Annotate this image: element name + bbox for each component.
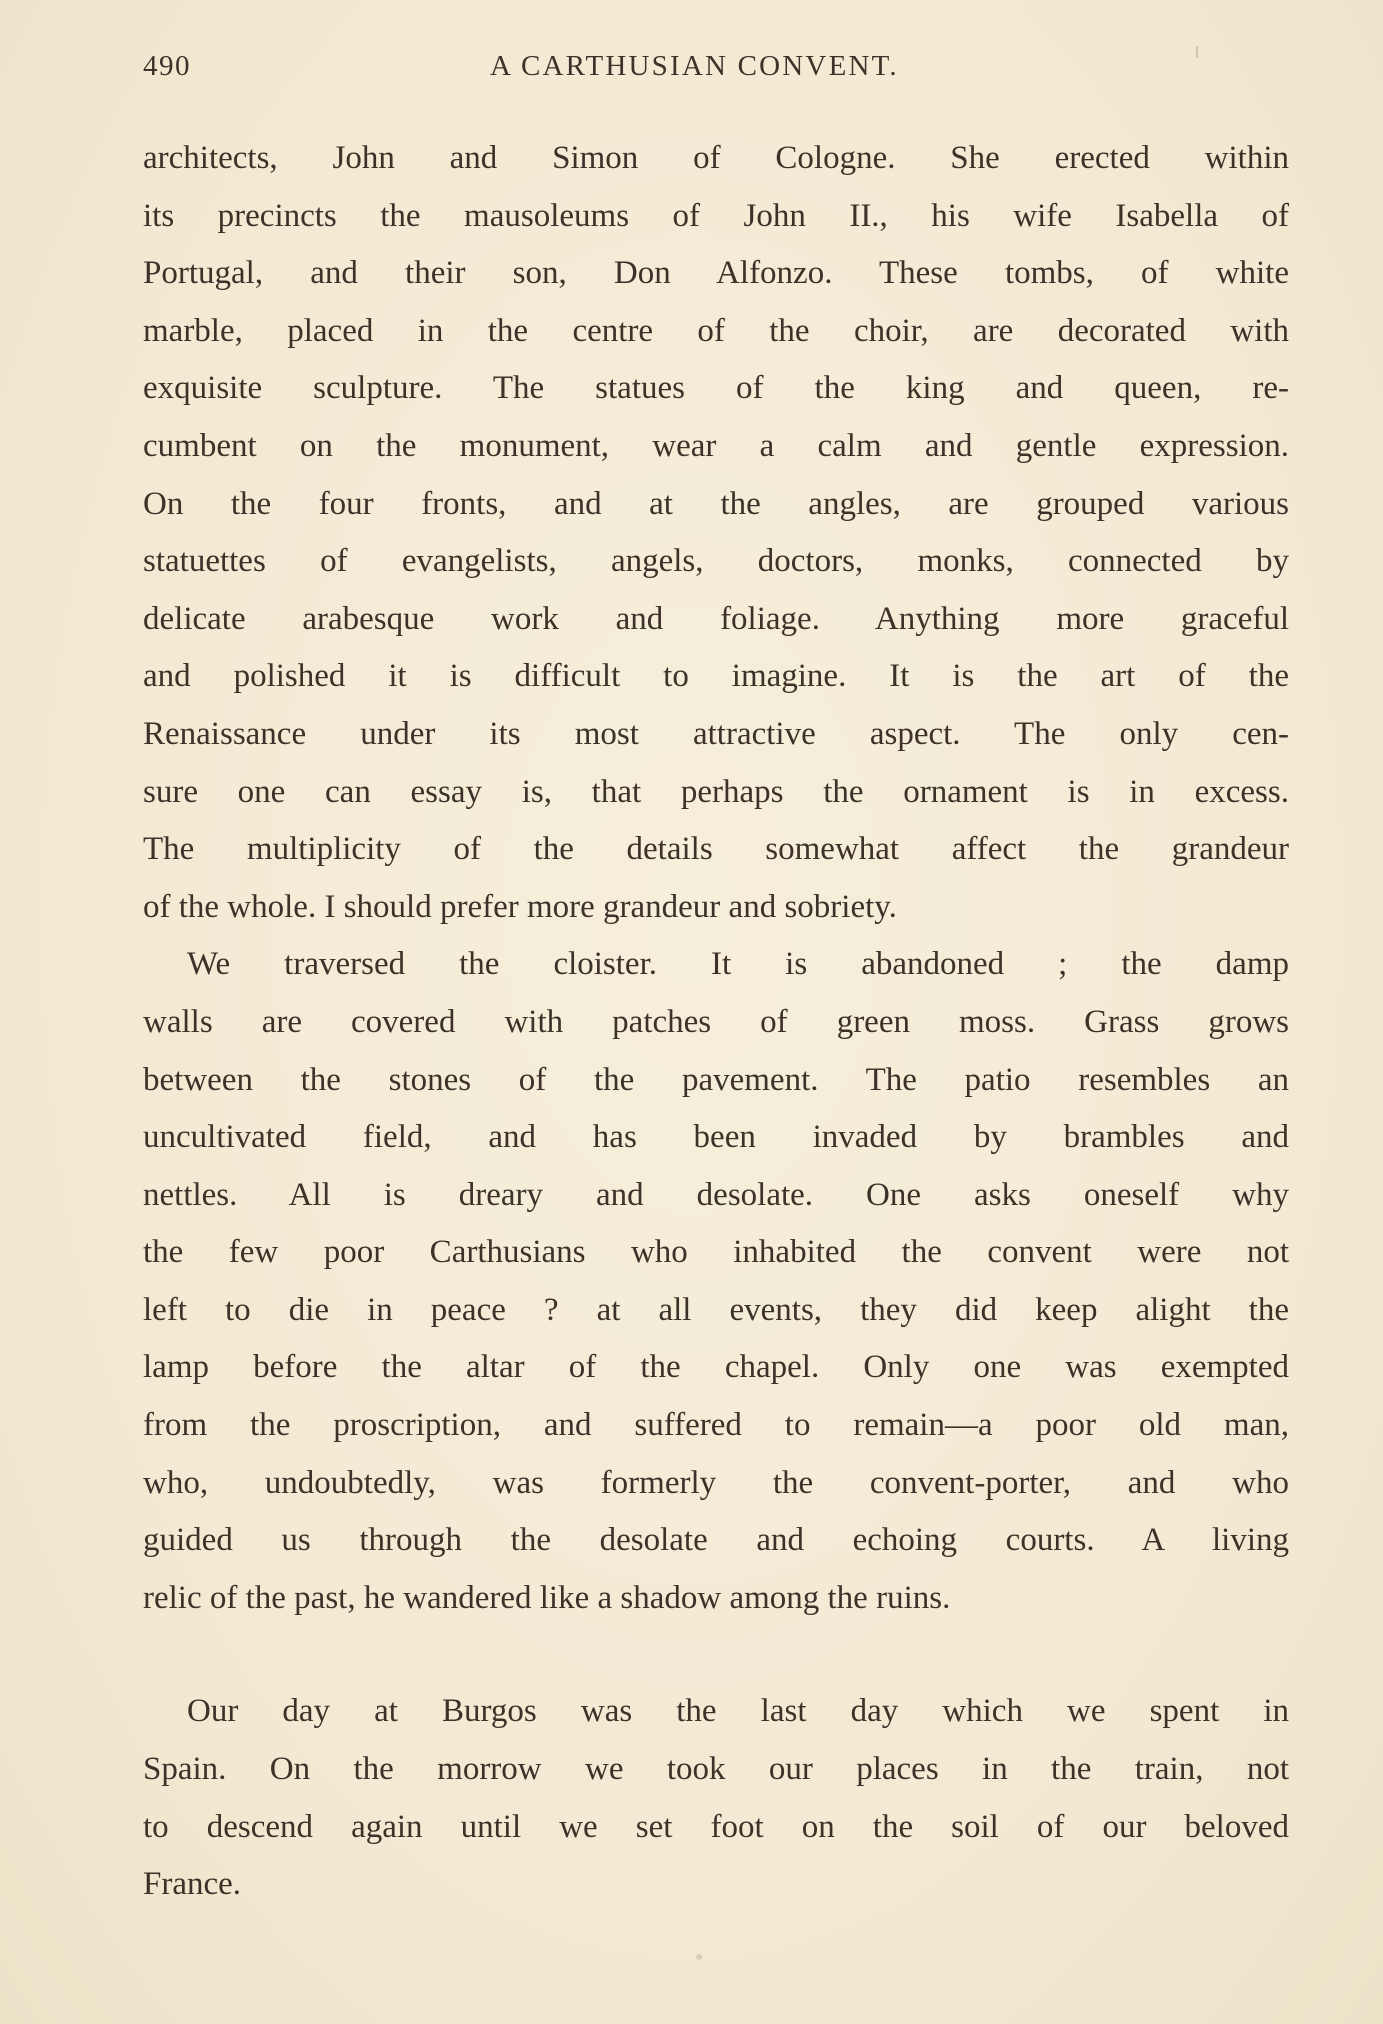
text-line: Portugal, and their son, Don Alfonzo. These tombs, of white [143,255,1289,292]
text-line: relic of the past, he wandered like a shadow among the ruins. [143,1579,951,1616]
paragraph-1 [143,130,1289,936]
page-number: 490 [143,50,191,82]
text-line: from the proscription, and suffered to remain—a poor old man, [143,1407,1289,1444]
text-line: On the four fronts, and at the angles, are grouped various [143,485,1289,522]
text-line: statuettes of evangelists, angels, doctors, monks, connected by [143,543,1289,580]
text-line: Spain. On the morrow we took our places in the train, not [143,1751,1289,1788]
text-line: The multiplicity of the details somewhat affect the grandeur [143,831,1289,868]
text-line: the few poor Carthusians who inhabited the convent were not [143,1234,1289,1271]
section-break [143,1627,1289,1683]
body-text [143,130,1289,1914]
text-line: architects, John and Simon of Cologne. She erected within [143,140,1289,176]
text-line: guided us through the desolate and echoing courts. A living [143,1522,1289,1559]
text-line: delicate arabesque work and foliage. Anything more graceful [143,600,1289,637]
text-line: France. [143,1866,242,1903]
text-line: and polished it is difficult to imagine. It is the art of the [143,658,1289,695]
paragraph-3 [143,1683,1289,1913]
text-line: of the whole. I should prefer more grandeur and sobriety. [143,888,897,925]
text-line: exquisite sculpture. The statues of the king and queen, re- [143,370,1289,407]
text-line: left to die in peace ? at all events, they did keep alight the [143,1291,1289,1328]
running-head [143,50,1293,90]
text-line: nettles. All is dreary and desolate. One asks oneself why [143,1176,1289,1213]
text-line: marble, placed in the centre of the choir, are decorated with [143,312,1289,349]
text-line: sure one can essay is, that perhaps the ornament is in excess. [143,773,1289,810]
text-line: We traversed the cloister. It is abandoned ; the damp [187,946,1289,983]
running-title: A CARTHUSIAN CONVENT. [490,50,899,82]
text-line: its precincts the mausoleums of John II., his wife Isabella of [143,197,1289,234]
text-line: Our day at Burgos was the last day which we spent in [187,1693,1289,1730]
text-line: to descend again until we set foot on the soil of our beloved [143,1808,1289,1845]
text-line: cumbent on the monument, wear a calm and gentle expression. [143,427,1289,464]
text-line: lamp before the altar of the chapel. Only one was exempted [143,1349,1289,1386]
paper-speck [696,1954,702,1960]
paragraph-2 [143,936,1289,1627]
text-line: Renaissance under its most attractive aspect. The only cen- [143,715,1289,752]
text-line: between the stones of the pavement. The patio resembles an [143,1061,1289,1098]
text-line: uncultivated field, and has been invaded by brambles and [143,1119,1289,1156]
text-line: walls are covered with patches of green moss. Grass grows [143,1003,1289,1040]
text-line: who, undoubtedly, was formerly the convent-porter, and who [143,1464,1289,1501]
